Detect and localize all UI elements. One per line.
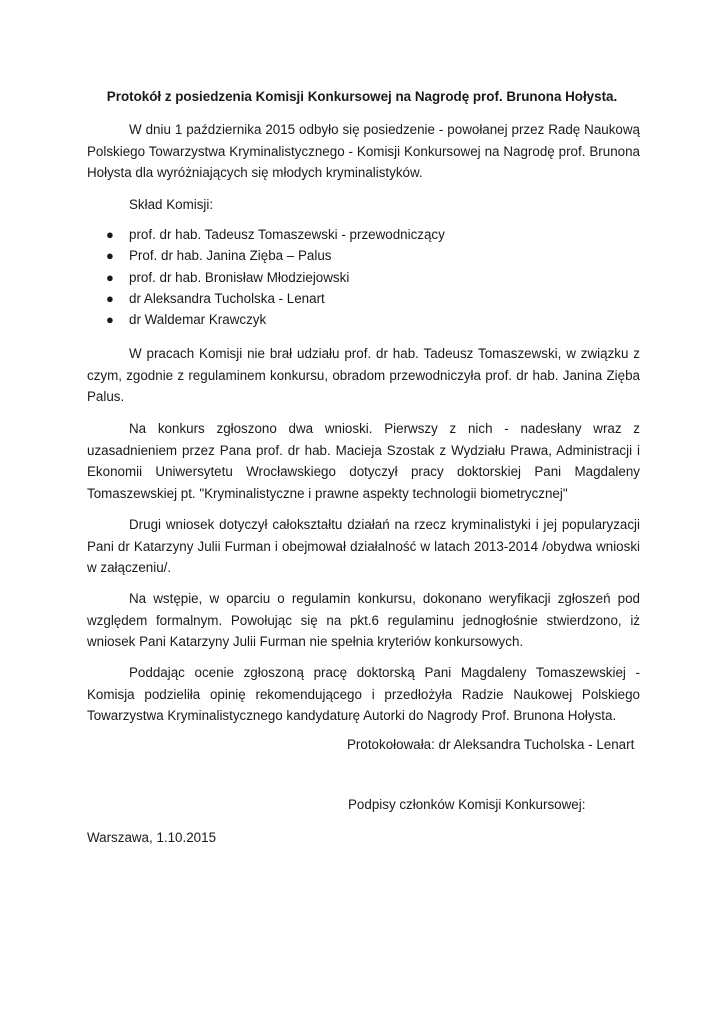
paragraph-first-application: Na konkurs zgłoszono dwa wnioski. Pierwszy z nich - nadesłany wraz z uzasadnieniem przez Pana prof. dr hab. Macieja Szostak z Wydziału Prawa, Administracji i Ekonomii Uniwersytetu Wrocławskiego dotyczył pracy doktorskiej Pani Magdaleny Tomaszewskiej pt. "Kryminalistyczne i prawne aspekty technologii biometrycznej" bbox=[87, 421, 640, 501]
member-name: prof. dr hab. Bronisław Młodziejowski bbox=[129, 269, 350, 285]
place-date: Warszawa, 1.10.2015 bbox=[87, 830, 217, 845]
bullet-icon: ● bbox=[106, 248, 114, 264]
signatures-label: Podpisy członków Komisji Konkursowej: bbox=[348, 797, 586, 812]
list-item bbox=[87, 226, 445, 247]
list-item bbox=[87, 247, 445, 268]
bullet-icon: ● bbox=[106, 290, 114, 306]
member-name: prof. dr hab. Tadeusz Tomaszewski - przewodniczący bbox=[129, 227, 445, 242]
bullet-icon: ● bbox=[106, 227, 114, 242]
list-item bbox=[87, 311, 445, 332]
committee-members-list bbox=[87, 226, 445, 332]
paragraph-formal-verification: Na wstępie, w oparciu o regulamin konkursu, dokonano weryfikacji zgłoszeń pod względem formalnym. Powołując się na pkt.6 regulaminu jednogłośnie stwierdzono, iż wniosek Pani Katarzyny Julii Furman nie spełnia kryteriów konkursowych. bbox=[87, 591, 640, 649]
member-name: dr Aleksandra Tucholska - Lenart bbox=[129, 290, 325, 306]
bullet-icon: ● bbox=[106, 312, 114, 328]
recorded-by: Protokołowała: dr Aleksandra Tucholska - Lenart bbox=[347, 737, 635, 752]
list-item bbox=[87, 269, 445, 290]
committee-heading: Skład Komisji: bbox=[129, 197, 214, 212]
bullet-icon: ● bbox=[106, 269, 114, 285]
list-item bbox=[87, 290, 445, 311]
paragraph-recommendation: Poddając ocenie zgłoszoną pracę doktorską Pani Magdaleny Tomaszewskiej - Komisja podzieliła opinię rekomendującego i przedłożyła Radzie Naukowej Polskiego Towarzystwa Kryminalistycznego kandydaturę Autorki do Nagrody Prof. Brunona Hołysta. bbox=[87, 665, 640, 723]
paragraph-chair-info: W pracach Komisji nie brał udziału prof. dr hab. Tadeusz Tomaszewski, w związku z czym, zgodnie z regulaminem konkursu, obradom przewodniczyła prof. dr hab. Janina Zięba Palus. bbox=[87, 346, 640, 404]
paragraph-meeting-info: W dniu 1 października 2015 odbyło się posiedzenie - powołanej przez Radę Naukową Polskiego Towarzystwa Kryminalistycznego - Komisji Konkursowej na Nagrodę prof. Brunona Hołysta dla wyróżniających się młodych kryminalistyków. bbox=[87, 122, 640, 180]
document-title: Protokół z posiedzenia Komisji Konkursowej na Nagrodę prof. Brunona Hołysta. bbox=[106, 89, 618, 104]
paragraph-second-application: Drugi wniosek dotyczył całokształtu działań na rzecz kryminalistyki i jej popularyzacji Pani dr Katarzyny Julii Furman i obejmował działalność w latach 2013-2014 /obydwa wnioski w załączeniu/. bbox=[87, 517, 640, 575]
member-name: dr Waldemar Krawczyk bbox=[129, 312, 267, 328]
member-name: Prof. dr hab. Janina Zięba – Palus bbox=[129, 248, 332, 264]
